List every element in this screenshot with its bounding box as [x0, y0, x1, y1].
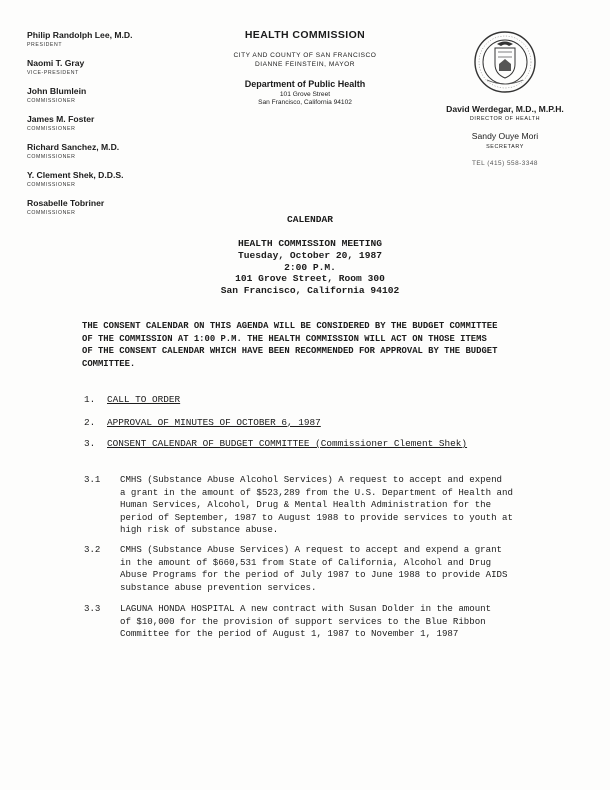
secretary-title: SECRETARY [486, 144, 524, 150]
meeting-city: San Francisco, California 94102 [220, 285, 400, 297]
agenda-item-label: CONSENT CALENDAR OF BUDGET COMMITTEE (Commissioner Clement Shek) [107, 438, 468, 449]
commissioner-title: COMMISSIONER [27, 210, 76, 216]
sub-item-number: 3.1 [84, 474, 101, 485]
calendar-title: CALENDAR [286, 214, 334, 225]
department-address [205, 91, 405, 108]
commissioner-title: VICE-PRESIDENT [27, 70, 79, 76]
sub-item-line: Committee for the period of August 1, 1987 to November 1, 1987 [120, 628, 459, 640]
city-county-block [205, 51, 405, 69]
commissioner-entry [27, 114, 207, 142]
sub-item-line: CMHS (Substance Abuse Alcohol Services) A request to accept and expend [120, 474, 502, 485]
agenda-item-label: CALL TO ORDER [107, 394, 181, 405]
commissioner-name: Rosabelle Tobriner [27, 198, 105, 208]
commissioner-title: COMMISSIONER [27, 98, 76, 104]
commissioner-title: COMMISSIONER [27, 154, 76, 160]
notice-line: OF THE CONSENT CALENDAR WHICH HAVE BEEN RECOMMENDED FOR APPROVAL BY THE BUDGET [82, 346, 498, 357]
department-name: Department of Public Health [244, 79, 366, 89]
agenda-item-number: 3. [84, 438, 96, 449]
sub-item-number: 3.3 [84, 603, 101, 614]
sub-item-number: 3.2 [84, 544, 101, 555]
commissioner-title: COMMISSIONER [27, 126, 76, 132]
agenda-item-number: 1. [84, 394, 96, 405]
notice-line: THE CONSENT CALENDAR ON THIS AGENDA WILL BE CONSIDERED BY THE BUDGET COMMITTEE [82, 321, 498, 331]
telephone-number: TEL (415) 558-3348 [472, 160, 538, 167]
commissioner-title: COMMISSIONER [27, 182, 76, 188]
sub-item-line: a grant in the amount of $523,289 from the U.S. Department of Health and [120, 486, 513, 498]
commissioner-entry [27, 86, 207, 114]
sub-item-line: in the amount of $660,531 from State of California, Alcohol and Drug [120, 556, 492, 568]
meeting-date: Tuesday, October 20, 1987 [238, 249, 382, 261]
sub-item-line: CMHS (Substance Abuse Services) A request to accept and expend a grant [120, 544, 502, 555]
agenda-item-label: APPROVAL OF MINUTES OF OCTOBER 6, 1987 [107, 417, 321, 428]
meeting-details [120, 238, 500, 297]
notice-line: OF THE COMMISSION AT 1:00 P.M. THE HEALTH COMMISSION WILL ACT ON THOSE ITEMS [82, 333, 487, 344]
commissioner-entry [27, 170, 207, 198]
agenda-item-consent-calendar [84, 438, 467, 449]
city-state-zip: San Francisco, California 94102 [258, 99, 352, 107]
director-name: David Werdegar, M.D., M.P.H. [446, 104, 564, 114]
consent-notice [82, 320, 582, 370]
commissioner-name: Y. Clement Shek, D.D.S. [27, 170, 124, 180]
sub-item-line: Human Services, Alcohol, Drug & Mental Health Administration for the [120, 499, 492, 511]
street-address: 101 Grove Street [279, 91, 331, 98]
agenda-item-number: 2. [84, 417, 96, 428]
meeting-name: HEALTH COMMISSION MEETING [238, 238, 382, 249]
director-title: DIRECTOR OF HEALTH [469, 116, 541, 122]
sub-item-line: high risk of substance abuse. [120, 524, 279, 536]
agenda-item-approval-of-minutes [84, 417, 321, 428]
commissioner-name: John Blumlein [27, 86, 87, 96]
commissioner-entry [27, 30, 207, 58]
mayor-name: DIANNE FEINSTEIN, MAYOR [254, 61, 356, 68]
city-county-name: CITY AND COUNTY OF SAN FRANCISCO [233, 52, 377, 59]
sub-item-line: substance abuse prevention services. [120, 581, 317, 593]
secretary-name: Sandy Ouye Mori [471, 131, 539, 141]
city-seal-icon [473, 30, 537, 94]
commissioner-name: Philip Randolph Lee, M.D. [27, 30, 133, 40]
commissioner-entry [27, 142, 207, 170]
sub-item-line: Abuse Programs for the period of July 1987 to June 1988 to provide AIDS [120, 569, 508, 581]
sub-item-body [120, 544, 590, 594]
sub-item-body [120, 474, 590, 537]
meeting-time: 2:00 P.M. [284, 261, 336, 273]
sub-item-line: of $10,000 for the provision of support services to the Blue Ribbon [120, 615, 486, 627]
commissioner-name: Naomi T. Gray [27, 58, 85, 68]
sub-item-line: period of September, 1987 to August 1988 to provide services to youth at [120, 511, 513, 523]
organization-title: HEALTH COMMISSION [244, 29, 366, 41]
meeting-location: 101 Grove Street, Room 300 [235, 273, 385, 285]
commissioner-name: James M. Foster [27, 114, 95, 124]
commissioner-title: PRESIDENT [27, 42, 63, 48]
sub-item-line: LAGUNA HONDA HOSPITAL A new contract with Susan Dolder in the amount [120, 603, 492, 614]
agenda-item-call-to-order [84, 394, 180, 405]
commissioner-name: Richard Sanchez, M.D. [27, 142, 120, 152]
sub-item-body [120, 603, 590, 641]
commissioner-entry [27, 58, 207, 86]
notice-line: COMMITTEE. [82, 358, 136, 369]
commissioner-roster [27, 30, 207, 226]
